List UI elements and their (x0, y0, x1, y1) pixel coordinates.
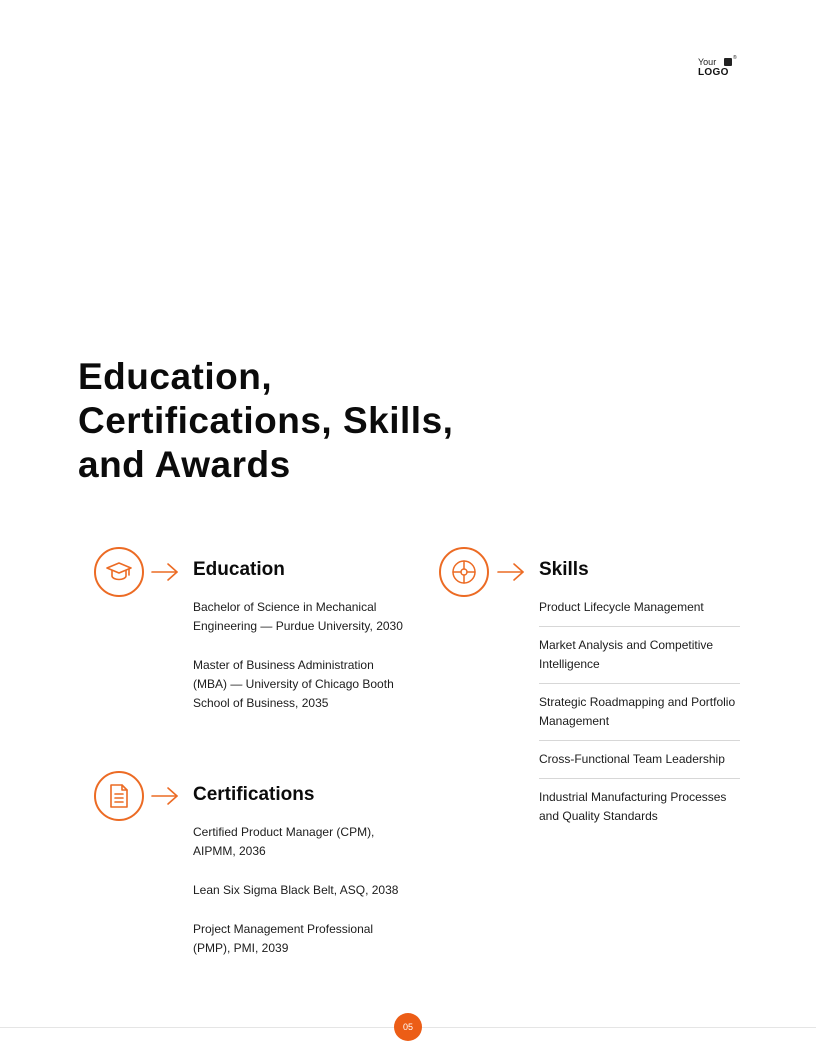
page-title: Education, Certifications, Skills, and Awards (78, 356, 454, 485)
education-heading: Education (193, 559, 285, 580)
certification-item: Certified Product Manager (CPM), AIPMM, 2036 (193, 825, 375, 858)
arrow-right-icon (150, 786, 180, 806)
skill-item: Cross-Functional Team Leadership (539, 750, 740, 779)
skills-list (539, 598, 740, 844)
logo-square-icon (724, 58, 732, 66)
page-number-badge: 05 (394, 1013, 422, 1041)
certification-item: Project Management Professional (PMP), PMI, 2039 (193, 922, 374, 955)
document-list-icon (94, 771, 144, 821)
graduation-cap-icon (94, 547, 144, 597)
puzzle-icon (439, 547, 489, 597)
company-logo (698, 57, 742, 79)
skill-item: Strategic Roadmapping and Portfolio Management (539, 693, 740, 741)
skills-heading: Skills (539, 559, 589, 580)
skill-item: Product Lifecycle Management (539, 598, 740, 627)
education-list (193, 598, 408, 733)
skill-item: Market Analysis and Competitive Intelligence (539, 636, 740, 684)
certifications-heading: Certifications (193, 784, 315, 805)
arrow-right-icon (496, 562, 526, 582)
certifications-list (193, 823, 408, 978)
arrow-right-icon (150, 562, 180, 582)
education-item: Bachelor of Science in Mechanical Engineering — Purdue University, 2030 (193, 600, 403, 633)
logo-text-bottom: LOGO (698, 67, 729, 78)
certification-item: Lean Six Sigma Black Belt, ASQ, 2038 (193, 883, 399, 897)
logo-registered-mark: ® (733, 55, 737, 61)
logo-text-top: Your (698, 57, 717, 67)
skill-item: Industrial Manufacturing Processes and Quality Standards (539, 790, 727, 823)
education-item: Master of Business Administration (MBA) — University of Chicago Booth School of Business, 2035 (193, 658, 394, 710)
